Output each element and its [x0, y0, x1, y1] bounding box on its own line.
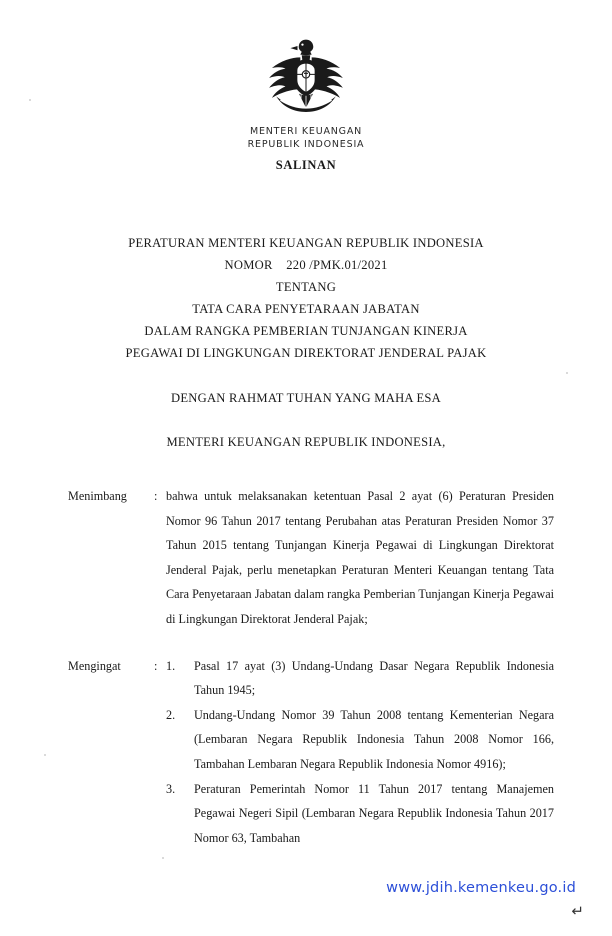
masthead-line-2: REPUBLIK INDONESIA	[247, 138, 365, 150]
title-line-5: DALAM RANGKA PEMBERIAN TUNJANGAN KINERJA	[144, 324, 468, 338]
numbered-list	[166, 654, 554, 851]
regulation-number: NOMOR 220 /PMK.01/2021	[224, 258, 388, 272]
garuda-pancasila-emblem-icon	[263, 34, 349, 112]
list-item-text: Pasal 17 ayat (3) Undang-Undang Dasar Negara Republik Indonesia Tahun 1945;	[194, 658, 554, 698]
issuer-line: MENTERI KEUANGAN REPUBLIK INDONESIA,	[166, 435, 446, 449]
clause-mengingat	[68, 654, 554, 851]
list-item	[166, 777, 554, 851]
scan-artifact-mark: ↵	[571, 904, 584, 920]
list-item	[166, 703, 554, 777]
blessing-line: DENGAN RAHMAT TUHAN YANG MAHA ESA	[170, 391, 442, 405]
list-item-number: 3.	[166, 781, 176, 796]
masthead-line-1: MENTERI KEUANGAN	[249, 126, 363, 137]
document-body	[68, 484, 554, 850]
title-line-6: PEGAWAI DI LINGKUNGAN DIREKTORAT JENDERAL PAJAK	[125, 346, 487, 360]
list-item-number: 1.	[166, 658, 176, 673]
opening-block	[0, 376, 612, 464]
clause-paragraph: bahwa untuk melaksanakan ketentuan Pasal 2 ayat (6) Peraturan Presiden Nomor 96 Tahun 2017 tentang Perubahan atas Peraturan Presiden Nomor 37 Tahun 2015 tentang Tunjangan Kinerja Pegawai di Lingkungan Direktorat Jenderal Pajak, perlu menetapkan Peraturan Menteri Keuangan tentang Tata Cara Penyetaraan Jabatan dalam rangka Pemberian Tunjangan Kinerja Pegawai di Lingkungan Direktorat Jenderal Pajak;	[166, 489, 554, 626]
title-line-1: PERATURAN MENTERI KEUANGAN REPUBLIK INDONESIA	[128, 236, 484, 250]
list-item-text: Peraturan Pemerintah Nomor 11 Tahun 2017 tentang Manajemen Pegawai Negeri Sipil (Lembaran Negara Republik Indonesia Tahun 2017 Nomor 63, Tambahan	[194, 781, 554, 845]
copy-stamp: SALINAN	[275, 158, 337, 172]
emblem-container	[0, 34, 612, 117]
scan-speck	[44, 754, 46, 756]
regulation-title-block	[0, 232, 612, 364]
ministry-masthead	[0, 126, 612, 151]
title-line-3: TENTANG	[275, 280, 337, 294]
clause-menimbang	[68, 484, 554, 632]
clause-colon: :	[154, 658, 158, 673]
clause-text	[166, 484, 554, 632]
scan-speck	[566, 372, 568, 374]
title-line-4: TATA CARA PENYETARAAN JABATAN	[192, 302, 420, 316]
scan-speck	[162, 857, 164, 859]
clause-list	[166, 654, 554, 851]
list-item	[166, 654, 554, 703]
clause-label: Mengingat	[68, 658, 121, 673]
clause-colon: :	[154, 489, 158, 503]
list-item-text: Undang-Undang Nomor 39 Tahun 2008 tentang Kementerian Negara (Lembaran Negara Republik Indonesia Tahun 2008 Nomor 166, Tambahan Lembaran Negara Republik Indonesia Nomor 4916);	[194, 707, 554, 771]
clause-label: Menimbang	[68, 489, 127, 503]
jdih-website-link[interactable]: www.jdih.kemenkeu.go.id	[386, 880, 576, 896]
list-item-number: 2.	[166, 707, 176, 722]
